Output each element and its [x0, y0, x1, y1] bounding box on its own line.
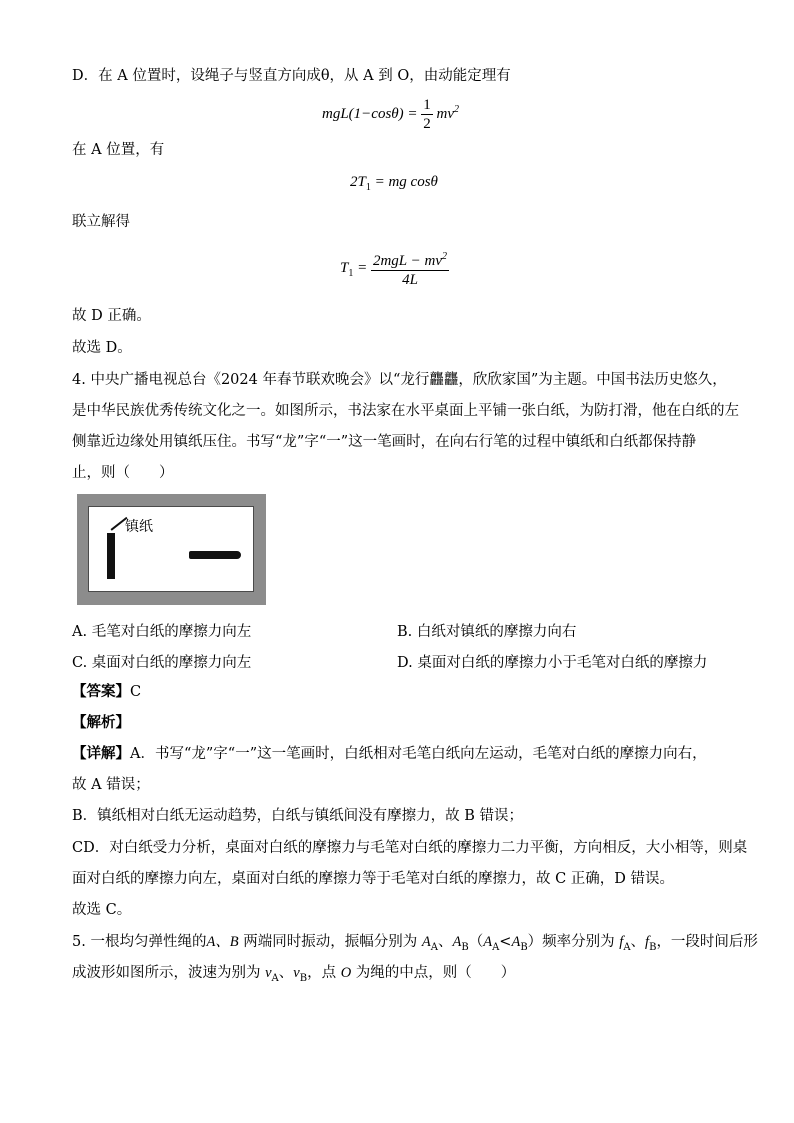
q5-freq-b-sub: B [649, 941, 657, 953]
q5-ends: A、B [206, 934, 239, 950]
eq3-sub: 1 [348, 267, 354, 279]
detail-line-4: CD．对白纸受力分析，桌面对白纸的摩擦力与毛笔对白纸的摩擦力二力平衡，方向相反，大小相等，则桌 [72, 840, 748, 856]
detail-line-1 [72, 744, 707, 764]
eq3-lhs: T [340, 259, 349, 276]
paperweight [107, 533, 115, 579]
q5-cmp-a-sub: A [492, 941, 500, 953]
brush-stroke [189, 551, 241, 559]
eq3-num-text: 2mgL − mv [372, 253, 442, 269]
q4-choose: 故选 C。 [72, 902, 132, 918]
solution-line-solve: 联立解得 [72, 214, 130, 230]
solution-line-d-correct: 故 D 正确。 [72, 308, 151, 324]
eq1-fraction [421, 96, 433, 133]
eq3-fraction [371, 248, 449, 289]
option-d: D. 桌面对白纸的摩擦力小于毛笔对白纸的摩擦力 [397, 655, 708, 671]
q5-freq-a: f [619, 934, 624, 950]
analysis-tag: 【解析】 [72, 714, 130, 731]
eq3-eq: = [353, 259, 368, 276]
q5-amp-a-sub: A [430, 941, 438, 953]
option-a: A. 毛笔对白纸的摩擦力向左 [72, 624, 252, 640]
q5-speed-b: v [293, 965, 300, 981]
solution-line-d: D．在 A 位置时，设绳子与竖直方向成θ，从 A 到 O，由动能定理有 [72, 68, 511, 84]
eq2-lhs: 2T [350, 174, 366, 190]
q5-sep-1: 、 [437, 934, 453, 950]
q5-line-1 [72, 932, 758, 958]
detail-line-2: 故 A 错误； [72, 777, 150, 793]
q4-line-4: 止，则（ ） [72, 465, 174, 481]
eq1-exp: 2 [454, 103, 460, 115]
eq1-lhs: mgL(1−cosθ) = [322, 105, 418, 122]
q4-line-3: 侧靠近边缘处用镇纸压住。书写“龙”字“一”这一笔画时，在向右行笔的过程中镇纸和白纸都保持静 [72, 434, 697, 450]
q5-speed-a: v [265, 965, 272, 981]
q5-text-a: 5. 一根均匀弹性绳的 [72, 934, 207, 950]
q5-text-c: 两端同时振动，振幅分别为 [238, 934, 422, 950]
white-paper [88, 506, 254, 592]
calligraphy-figure [77, 494, 266, 605]
equation-energy [322, 96, 459, 133]
q5-cmp-b: A [511, 934, 521, 950]
q5-point-o: O [340, 965, 352, 981]
q5-freq-a-sub: A [623, 941, 631, 953]
q5-sep-2: 、 [630, 934, 646, 950]
option-b: B. 白纸对镇纸的摩擦力向右 [397, 624, 577, 640]
detail-text-1: A．书写“龙”字“一”这一笔画时，白纸相对毛笔白纸向左运动，毛笔对白纸的摩擦力向右， [130, 746, 707, 762]
option-c: C. 桌面对白纸的摩擦力向左 [72, 655, 252, 671]
eq3-den: 4L [402, 272, 418, 288]
q5-speed-b-sub: B [299, 972, 308, 984]
eq1-den: 2 [423, 116, 431, 132]
q5-speed-a-sub: A [271, 972, 279, 984]
q5-text-k: ）频率分别为 [527, 934, 620, 950]
eq2-rhs: = mg cosθ [370, 174, 438, 190]
paperweight-label: 镇纸 [125, 519, 153, 535]
q5-amp-b-sub: B [461, 941, 469, 953]
equation-tension [350, 174, 438, 193]
q4-line-1: 4. 中央广播电视总台《2024 年春节联欢晚会》以“龙行龘龘，欣欣家国”为主题。中国书法历史悠久， [72, 372, 727, 388]
eq3-num [371, 248, 449, 271]
detail-line-3: B．镇纸相对白纸无运动趋势，白纸与镇纸间没有摩擦力，故 B 错误； [72, 808, 524, 824]
eq1-num: 1 [423, 97, 431, 113]
answer-tag: 【答案】 [72, 683, 130, 700]
equation-result [340, 248, 449, 289]
q5-lt: < [499, 934, 512, 950]
q5-line-2 [72, 963, 515, 989]
detail-tag: 【详解】 [72, 745, 130, 762]
eq3-num-exp: 2 [442, 251, 447, 262]
answer-value: C [130, 684, 142, 700]
q5-text-2e: ，点 [307, 965, 341, 981]
detail-line-5: 面对白纸的摩擦力向左，桌面对白纸的摩擦力等于毛笔对白纸的摩擦力，故 C 正确，D 错误。 [72, 871, 675, 887]
q5-freq-b: f [645, 934, 650, 950]
q5-text-2g: 为绳的中点，则（ ） [351, 965, 516, 981]
solution-line-at-a: 在 A 位置，有 [72, 142, 165, 158]
q5-amp-b: A [452, 934, 462, 950]
q5-text-2a: 成波形如图所示，波速为别为 [72, 965, 266, 981]
q5-cmp-b-sub: B [520, 941, 528, 953]
q5-amp-a: A [421, 934, 431, 950]
q5-cmp-a: A [483, 934, 493, 950]
q5-sep-3: 、 [278, 965, 294, 981]
eq1-rhs: mv [436, 105, 455, 122]
solution-line-choose: 故选 D。 [72, 340, 132, 356]
q4-line-2: 是中华民族优秀传统文化之一。如图所示，书法家在水平桌面上平铺一张白纸，为防打滑，他在白纸的左 [72, 403, 739, 419]
eq2-sub: 1 [365, 182, 371, 193]
q5-text-o: ，一段时间后形 [656, 934, 758, 950]
answer-line [72, 682, 141, 702]
q5-paren-open: （ [468, 934, 484, 950]
